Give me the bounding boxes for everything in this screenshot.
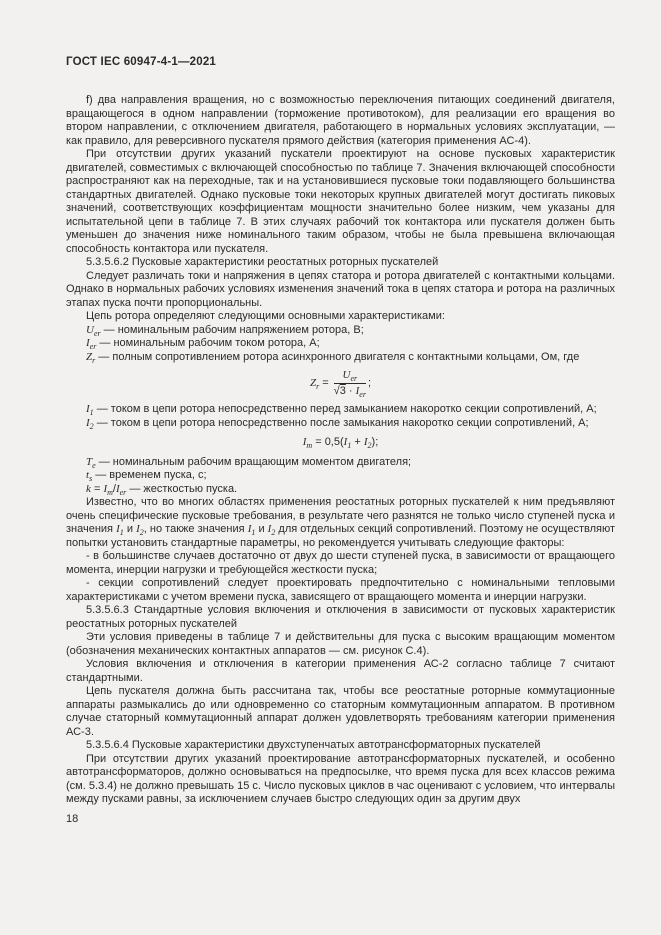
paragraph-known-requirements: Известно, что во многих областях применения реостатных роторных пускателей к ним предъявляют очень специфические пусковые требования, в результате чего разнятся не только число ступеней пуска и значения $I_1$ и $I_2$, но также значения $I_1$ и $I_2$ для отдельных секций сопротивлений. Поэтому не осуществляют попытки установить стандартные параметры, но рекомендуется учитывать следующие факторы: — [66, 496, 616, 549]
var-I: I — [86, 337, 90, 349]
formula-mean-current: $I_m = 0,5(I_1 + I_2)$; — [302, 436, 379, 451]
paragraph-rotor-circuit-intro: Цепь ротора определяют следующими основными характеристиками: — [86, 310, 445, 322]
definition-current-i1: $I_1$ — током в цепи ротора непосредственно перед замыканием накоротко секции сопротивлений, А; — [86, 403, 597, 418]
var-Z: Z — [86, 350, 93, 363]
section-heading-5-3-5-6-3: 5.3.5.6.3 Стандартные условия включения и отключения в зависимости от пусковых характеристик реостатных роторных пускателей — [66, 604, 615, 630]
definition-rotor-impedance: $Z_r$ — полным сопротивлением ротора асинхронного двигателя с контактными кольцами, Ом, где — [86, 350, 580, 365]
definition-start-stiffness: $k = I_m/I_{er}$ — жесткостью пуска. — [86, 482, 238, 497]
definition-rotor-voltage: $U_{er}$ — номинальным рабочим напряжением ротора, В; — [86, 323, 364, 338]
var-t: t — [86, 469, 90, 482]
var-T: T — [86, 455, 93, 468]
definition-torque: $T_e$ — номинальным рабочим вращающим моментом двигателя; — [86, 455, 412, 470]
paragraph-table7-conditions: Эти условия приведены в таблице 7 и действительны для пуска с высоким вращающим моментом (обозначения механических контактных аппаратов — см. рисунок С.4). — [66, 631, 615, 657]
list-item-steps: - в большинстве случаев достаточно от двух до шести ступеней пуска, в зависимости от вращающего момента, инерции нагрузки и требующейся жесткости пуска; — [66, 550, 615, 576]
fraction: $\frac{U_{er}}{√3 \cdot I_{er}}$ — [333, 369, 366, 399]
section-heading-5-3-5-6-2: 5.3.5.6.2 Пусковые характеристики реостатных роторных пускателей — [86, 256, 439, 268]
var-k: k — [86, 482, 91, 495]
list-item-resistor-sections: - секции сопротивлений следует проектировать предпочтительно с номинальными тепловыми характеристиками с учетом времени пуска, зависящего от вращающего момента и инерции нагрузки. — [66, 577, 615, 603]
var-I1: I — [86, 403, 90, 416]
paragraph-starter-circuit: Цепь пускателя должна быть рассчитана так, чтобы все реостатные роторные коммутационные аппараты размыкались до или одновременно со статорным коммутационным аппаратом. В противном случае статорный коммутационный аппарат должен удовлетворять требованиям категории применения АС-3. — [66, 685, 615, 738]
definition-current-i2: $I_2$ — током в цепи ротора непосредственно после замыкания накоротко секции сопротивлений, А; — [86, 416, 589, 431]
paragraph-design-basis: При отсутствии других указаний пускатели проектируют на основе пусковых характеристик двигателей, совместимых с включающей способностью по таблице 7. Значения включающей способности распространяют как на переходные, так и на установившиеся пусковые токи подавляющего большинства стандартных двигателей. Однако пусковые токи некоторых крупных двигателей могут достигать пиковых значений, соответствующих коэффициентам мощности значительно более низким, чем указаны для испытательной цепи в таблице 7. В этих случаях рабочий ток контактора или пускателя должен быть уменьшен до значения ниже номинального таким образом, чтобы не была превышена включающая способность контактора или пускателя. — [66, 148, 615, 255]
definition-start-time: $t_s$ — временем пуска, с; — [86, 469, 207, 484]
section-heading-5-3-5-6-4: 5.3.5.6.4 Пусковые характеристики двухступенчатых автотрансформаторных пускателей — [86, 739, 541, 752]
standard-designation-header: ГОСТ IEC 60947-4-1—2021 — [66, 56, 217, 68]
paragraph-autotransformer: При отсутствии других указаний проектирование автотрансформаторных пускателей, и особенно автотрансформаторов, должно основываться на предпосылке, что время пуска для всех классов режима (см. 5.3.4) не должно превышать 15 с. Число пусковых циклов в час оценивают с условием, что интервалы между пусками равны, за исключением случаев быстро следующих один за другим двух — [66, 752, 615, 806]
definition-rotor-current: $I_{er}$ — номинальным рабочим током ротора, А; — [86, 337, 320, 352]
paragraph-ac2-standard: Условия включения и отключения в категории применения АС-2 согласно таблице 7 считают стандартными. — [66, 658, 615, 684]
sqrt-sign: √ — [333, 384, 340, 397]
formula-rotor-impedance: $Z_r$ = $\frac{U_{er}}{√3 \cdot I_{er}}$ ; — [309, 369, 372, 399]
var-I2: I — [86, 416, 90, 429]
paragraph-distinguish-currents: Следует различать токи и напряжения в цепях статора и ротора двигателей с контактными кольцами. Однако в нормальных рабочих условиях изменения значений тока в цепях статора и ротора на различных этапах пуска почти пропорциональны. — [66, 269, 615, 309]
var-U: U — [86, 323, 94, 336]
page-number: 18 — [66, 812, 79, 825]
paragraph-item-f: f) два направления вращения, но с возможностью переключения питающих соединений двигателя, вращающегося в одном направлении (торможение противотоком), для реализации его вращения во втором направлении, с отключением двигателя, работающего в нормальных условиях эксплуатации, — как правило, для реверсивного пускателя прямого действия (категория применения АС-4). — [66, 94, 615, 147]
